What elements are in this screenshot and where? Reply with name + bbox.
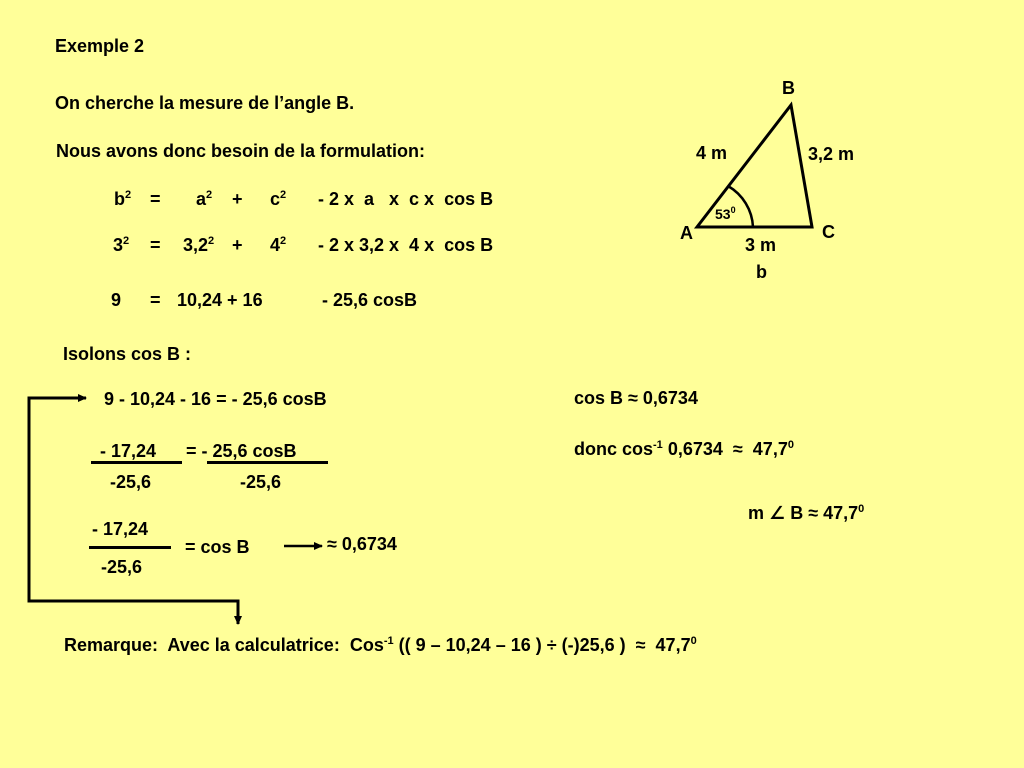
formula-need-text: Nous avons donc besoin de la formulation: — [56, 141, 426, 161]
remark-calc-label: Avec la calculatrice: — [167, 635, 340, 655]
step2-numerator-right: = - 25,6 cosB — [186, 441, 297, 461]
subst-equals: = — [150, 235, 161, 255]
subst-plus: + — [232, 235, 243, 255]
final-angle-measure: m ∠ $B \approx 47,7^0$ — [748, 503, 865, 523]
isolate-step-1: 9 - 10,24 - 16 = - 25,6 cosB — [104, 389, 327, 409]
side-ac-label: 3 m — [745, 235, 777, 255]
step2-denominator-right: -25,6 — [240, 472, 282, 492]
vertex-c-label: C — [822, 222, 835, 242]
formula-lhs: $b^2$ — [114, 189, 132, 209]
formula-tail: - 2 x a x c x cos B — [318, 189, 494, 209]
side-ab-label: 4 m — [696, 143, 728, 163]
formula-equals: = — [150, 189, 161, 209]
inverse-cos-result: donc $\cos^{-1} 0,6734 \approx 47,7^0$ — [574, 439, 794, 459]
step3-numerator: - 17,24 — [92, 519, 149, 539]
vertex-a-label: A — [680, 223, 693, 243]
isolate-heading: Isolons cos B : — [63, 344, 192, 364]
simplified-lhs: 9 — [111, 290, 122, 310]
cos-b-result: cos B ≈ 0,6734 — [574, 388, 698, 408]
subst-a-squared: $3,2^2$ — [183, 235, 215, 255]
intro-text: On cherche la mesure de l’angle B. — [55, 93, 355, 113]
example-heading: Exemple 2 — [55, 36, 145, 56]
step2-numerator-left: - 17,24 — [100, 441, 157, 461]
remark-label: Remarque: — [64, 635, 159, 655]
simplified-sum: 10,24 + 16 — [177, 290, 263, 310]
subst-lhs: $3^2$ — [113, 235, 130, 255]
simplified-equals: = — [150, 290, 161, 310]
formula-a-squared: $a^2$ — [196, 189, 213, 209]
side-bc-label: 3,2 m — [808, 144, 855, 164]
side-ac-name: b — [756, 262, 767, 282]
step3-rhs: = cos B — [185, 537, 250, 557]
simplified-tail: - 25,6 cosB — [322, 290, 418, 310]
step3-denominator: -25,6 — [101, 557, 143, 577]
formula-c-squared: $c^2$ — [270, 189, 287, 209]
subst-c-squared: $4^2$ — [270, 235, 287, 255]
subst-tail: - 2 x 3,2 x 4 x cos B — [318, 235, 494, 255]
remark-expression: Cos$^{-1}$ (( 9 – 10,24 – 16 ) ÷ (-)25,6 ) — [349, 635, 626, 655]
remark-line: Remarque: Avec la calculatrice: Cos$^{-1}$ (( 9 – 10,24 – 16 ) ÷ (-)25,6 ) ≈ 47,7$^0$ — [64, 635, 697, 655]
flow-connector-arrow — [29, 398, 238, 624]
step3-approx: ≈ 0,6734 — [327, 534, 397, 554]
step2-denominator-left: -25,6 — [110, 472, 152, 492]
vertex-b-label: B — [782, 78, 795, 98]
angle-a-value: $53^0$ — [715, 205, 736, 222]
angle-icon: ∠ — [769, 503, 786, 523]
formula-plus: + — [232, 189, 243, 209]
